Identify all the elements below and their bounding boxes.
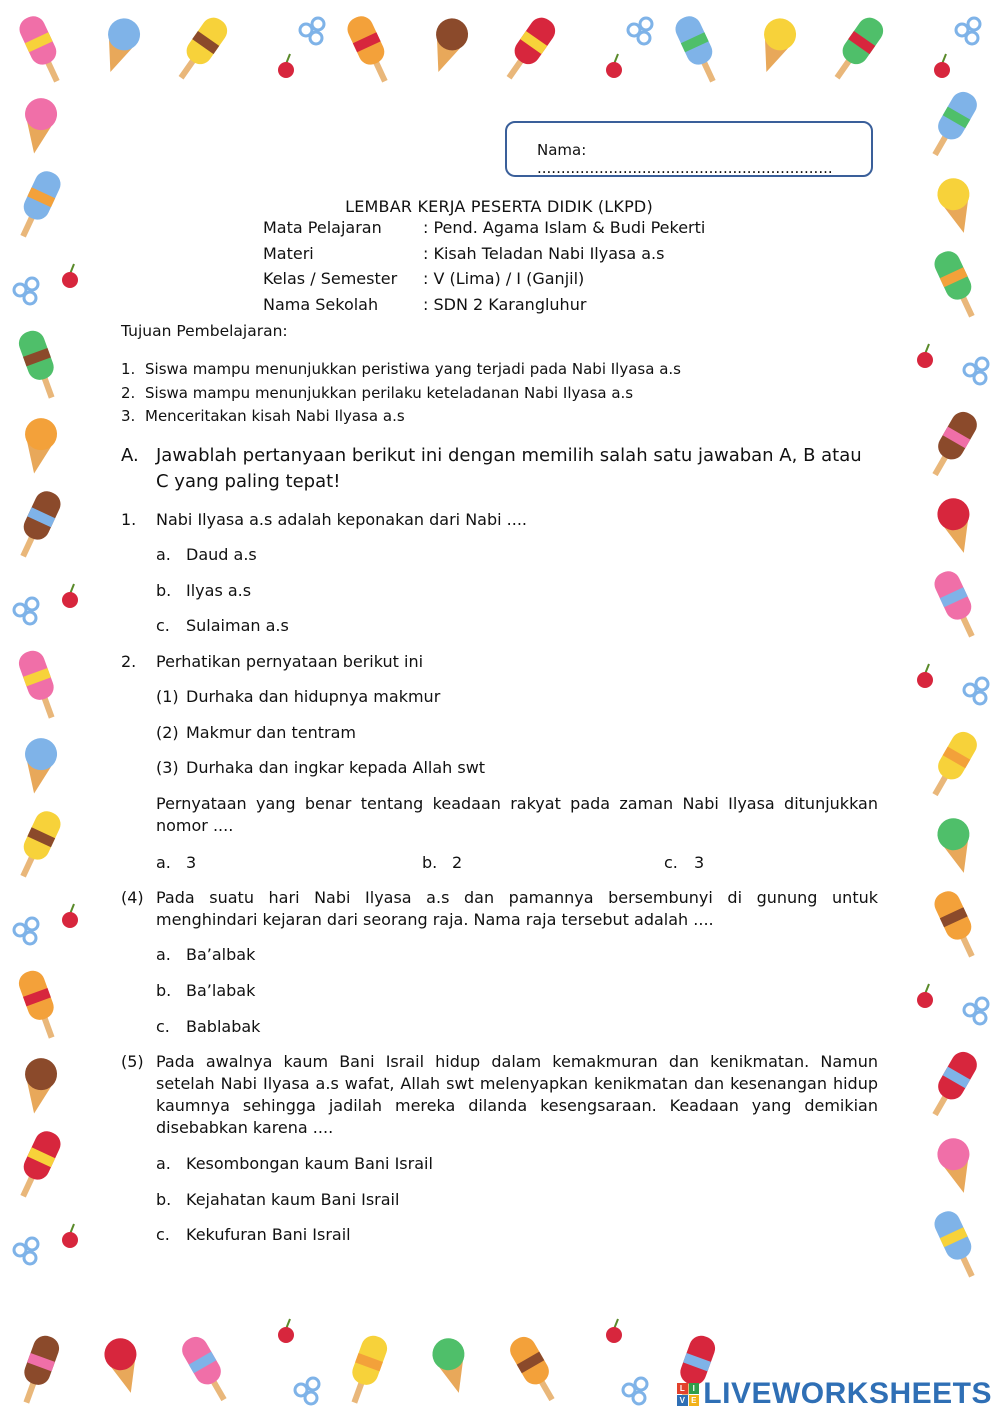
popsicle-decoration xyxy=(16,967,64,1042)
cherry-decoration xyxy=(917,984,933,1008)
popsicle-decoration xyxy=(924,1048,982,1122)
popsicle-decoration xyxy=(506,1333,564,1407)
q4-option-c[interactable]: c. Bablabak xyxy=(156,1017,261,1036)
bubbles-decoration xyxy=(295,1378,319,1404)
popsicle-decoration xyxy=(931,1207,984,1281)
cherry-decoration xyxy=(606,54,622,78)
popsicle-decoration xyxy=(11,167,64,241)
popsicle-decoration xyxy=(931,887,984,961)
cherry-decoration xyxy=(62,264,78,288)
bubbles-decoration xyxy=(14,1238,38,1264)
popsicle-decoration xyxy=(826,13,887,85)
q2-option-b[interactable]: b. 2 xyxy=(422,853,463,872)
bubbles-decoration xyxy=(14,598,38,624)
objectives-list xyxy=(121,360,681,431)
popsicle-decoration xyxy=(16,327,64,402)
cherry-decoration xyxy=(917,344,933,368)
cherry-decoration xyxy=(606,1319,622,1343)
ice-cream-cone-decoration xyxy=(429,1335,474,1397)
bubbles-decoration xyxy=(14,918,38,944)
q4-option-a[interactable]: a. Ba’albak xyxy=(156,945,256,964)
ice-cream-cone-decoration xyxy=(18,96,59,157)
popsicle-decoration xyxy=(11,807,64,881)
liveworksheets-logo[interactable] xyxy=(677,1377,992,1411)
q5-option-c[interactable]: c. Kekufuran Bani Israil xyxy=(156,1225,351,1244)
q2-question-text: Pernyataan yang benar tentang keadaan rakyat pada zaman Nabi Ilyasa ditunjukkan nomor .... xyxy=(156,794,878,835)
bubbles-decoration xyxy=(964,358,988,384)
cherry-decoration xyxy=(62,584,78,608)
q5-option-a[interactable]: a. Kesombongan kaum Bani Israil xyxy=(156,1154,433,1173)
bubbles-decoration xyxy=(300,18,324,44)
bubbles-decoration xyxy=(14,278,38,304)
q2-statement-1: (1) Durhaka dan hidupnya makmur xyxy=(156,687,441,706)
list-item: 1. Siswa mampu menunjukkan peristiwa yang terjadi pada Nabi Ilyasa a.s xyxy=(121,360,681,378)
question-1: 1. Nabi Ilyasa a.s adalah keponakan dari Nabi .... xyxy=(121,510,527,529)
q2-statement-2: (2) Makmur dan tentram xyxy=(156,723,356,742)
bubbles-decoration xyxy=(628,18,652,44)
popsicle-decoration xyxy=(14,1332,62,1407)
popsicle-decoration xyxy=(924,408,982,482)
ice-cream-cone-decoration xyxy=(18,416,59,477)
question-5: (5) Pada awalnya kaum Bani Israil hidup dalam kemakmuran dan kenikmatan. Namun setelah Nabi Ilyasa a.s wafat, Allah swt melenyapkan kenikmatan dan kesenangan hidup kaumnya sehingga jadilah mereka dilanda kesengsaraan. Keadaan yang demikian disebabkan karena .... xyxy=(121,1052,878,1137)
popsicle-decoration xyxy=(924,88,982,162)
ice-cream-cone-decoration xyxy=(751,14,800,78)
ice-cream-cone-decoration xyxy=(934,175,979,237)
bubbles-decoration xyxy=(964,678,988,704)
list-item: 2. Siswa mampu menunjukkan perilaku keteladanan Nabi Ilyasa a.s xyxy=(121,383,634,402)
meta-row: Mata Pelajaran : Pend. Agama Islam & Budi Pekerti xyxy=(263,218,706,237)
cherry-decoration xyxy=(934,54,950,78)
meta-row: Kelas / Semester : V (Lima) / I (Ganjil) xyxy=(263,269,585,288)
popsicle-decoration xyxy=(11,1127,64,1201)
popsicle-decoration xyxy=(498,13,559,85)
section-a-instruction: A. Jawablah pertanyaan berikut ini dengan memilih salah satu jawaban A, B atau C yang paling tepat! xyxy=(121,445,862,492)
popsicle-decoration xyxy=(342,1332,390,1407)
q4-option-b[interactable]: b. Ba’labak xyxy=(156,981,256,1000)
question-4: (4) Pada suatu hari Nabi Ilyasa a.s dan pamannya bersembunyi di gunung untuk menghindari kejaran dari seorang raja. Nama raja tersebut adalah .... xyxy=(121,888,878,929)
liveworksheets-logo-icon: L I V E xyxy=(677,1383,699,1405)
ice-cream-cone-decoration xyxy=(934,815,979,877)
q1-option-c[interactable]: c. Sulaiman a.s xyxy=(156,616,289,635)
cherry-decoration xyxy=(278,1319,294,1343)
popsicle-decoration xyxy=(178,1333,236,1407)
popsicle-decoration xyxy=(16,12,69,86)
meta-info xyxy=(263,218,705,320)
question-2: 2. Perhatikan pernyataan berikut ini xyxy=(121,652,424,671)
ice-cream-cone-decoration xyxy=(18,736,59,797)
q1-option-a[interactable]: a. Daud a.s xyxy=(156,545,257,564)
ice-cream-cone-decoration xyxy=(423,14,472,78)
cherry-decoration xyxy=(62,904,78,928)
bubbles-decoration xyxy=(964,998,988,1024)
ice-cream-cone-decoration xyxy=(934,1135,979,1197)
popsicle-decoration xyxy=(344,12,397,86)
ice-cream-cone-decoration xyxy=(18,1056,59,1117)
objectives-label: Tujuan Pembelajaran: xyxy=(121,322,288,340)
liveworksheets-brand-text: LIVEWORKSHEETS xyxy=(703,1377,992,1410)
popsicle-decoration xyxy=(931,567,984,641)
cherry-decoration xyxy=(917,664,933,688)
ice-cream-cone-decoration xyxy=(101,1335,146,1397)
cherry-decoration xyxy=(62,1224,78,1248)
q2-option-c[interactable]: c. 3 xyxy=(664,853,705,872)
student-name-box[interactable] xyxy=(505,121,873,177)
popsicle-decoration xyxy=(931,247,984,321)
ice-cream-cone-decoration xyxy=(934,495,979,557)
popsicle-decoration xyxy=(16,647,64,722)
q5-option-b[interactable]: b. Kejahatan kaum Bani Israil xyxy=(156,1190,400,1209)
q2-option-a[interactable]: a. 3 xyxy=(156,853,197,872)
meta-row: Nama Sekolah : SDN 2 Karangluhur xyxy=(263,294,587,314)
cherry-decoration xyxy=(278,54,294,78)
bubbles-decoration xyxy=(956,18,980,44)
list-item: 3. Menceritakan kisah Nabi Ilyasa a.s xyxy=(121,407,405,425)
q1-option-b[interactable]: b. Ilyas a.s xyxy=(156,581,252,600)
worksheet-title: LEMBAR KERJA PESERTA DIDIK (LKPD) xyxy=(345,197,653,216)
name-field-label: Nama: .............................................................. xyxy=(537,141,833,177)
popsicle-decoration xyxy=(11,487,64,561)
bubbles-decoration xyxy=(623,1378,647,1404)
q2-statement-3: (3) Durhaka dan ingkar kepada Allah swt xyxy=(156,758,486,777)
meta-row: Materi : Kisah Teladan Nabi Ilyasa a.s xyxy=(263,243,665,263)
popsicle-decoration xyxy=(672,12,725,86)
ice-cream-cone-decoration xyxy=(95,14,144,78)
popsicle-decoration xyxy=(170,13,231,85)
popsicle-decoration xyxy=(924,728,982,802)
